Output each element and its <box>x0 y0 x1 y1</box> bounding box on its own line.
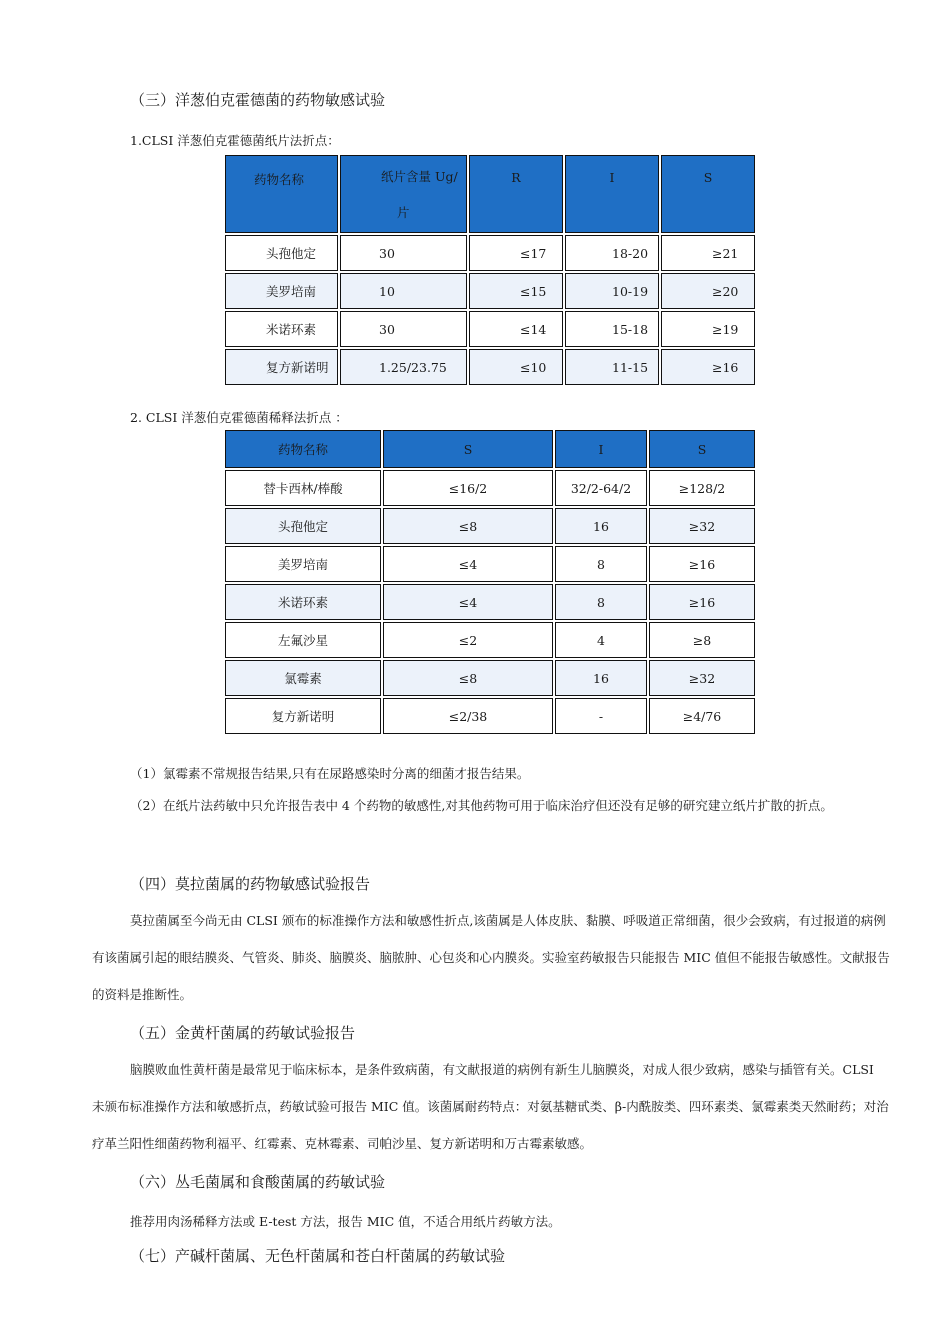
section-6-title: （六）丛毛菌属和食酸菌属的药敏试验 <box>130 1173 386 1191</box>
section-4-body: 莫拉菌属至今尚无由 CLSI 颁布的标准操作方法和敏感性折点,该菌属是人体皮肤、黏膜、呼吸道正常细菌，很少会致病，有过报道的病例有该菌属引起的眼结膜炎、气管炎、肺炎、脑膜炎、脑脓肿、心包炎和心内膜炎。实验室药敏报告只能报告 MIC 值但不能报告敏感性。文献报告的资料是推断性。 <box>92 913 890 1002</box>
section-3-title: （三）洋葱伯克霍德菌的药物敏感试验 <box>130 91 386 109</box>
table-row: 复方新诺明 ≤2/38 - ≥4/76 <box>225 698 755 734</box>
note-2: （2）在纸片法药敏中只允许报告表中 4 个药物的敏感性,对其他药物可用于临床治疗但还没有足够的研究建立纸片扩散的折点。 <box>130 798 833 813</box>
table-row: 替卡西林/棒酸 ≤16/2 32/2-64/2 ≥128/2 <box>225 470 755 506</box>
disk-breakpoint-table <box>223 153 757 387</box>
table-header-row <box>225 155 755 233</box>
header-s: S <box>661 155 755 233</box>
section-6-body: 推荐用肉汤稀释方法或 E-test 方法，报告 MIC 值，不适合用纸片药敏方法。 <box>130 1214 561 1229</box>
header-disk-content: 纸片含量 Ug/ 片 <box>340 155 467 233</box>
note-1: （1）氯霉素不常规报告结果,只有在尿路感染时分离的细菌才报告结果。 <box>130 766 530 781</box>
section-5-title: （五）金黄杆菌属的药敏试验报告 <box>130 1024 356 1042</box>
section-4-title: （四）莫拉菌属的药物敏感试验报告 <box>130 875 371 893</box>
table-row: 米诺环素 ≤4 8 ≥16 <box>225 584 755 620</box>
header-s: S <box>649 430 755 468</box>
section-7-title: （七）产碱杆菌属、无色杆菌属和苍白杆菌属的药敏试验 <box>130 1247 506 1265</box>
table-row: 美罗培南 ≤4 8 ≥16 <box>225 546 755 582</box>
table-header-row <box>225 430 755 468</box>
header-i: I <box>565 155 659 233</box>
table-row: 美罗培南 10 ≤15 10-19 ≥20 <box>225 273 755 309</box>
header-r: R <box>469 155 563 233</box>
header-drug-name: 药物名称 <box>225 155 338 233</box>
table-row: 氯霉素 ≤8 16 ≥32 <box>225 660 755 696</box>
table-row: 头孢他定 30 ≤17 18-20 ≥21 <box>225 235 755 271</box>
header-drug-name: 药物名称 <box>225 430 381 468</box>
table-row: 左氟沙星 ≤2 4 ≥8 <box>225 622 755 658</box>
dilution-breakpoint-table <box>223 428 757 736</box>
table-row: 头孢他定 ≤8 16 ≥32 <box>225 508 755 544</box>
header-i: I <box>555 430 647 468</box>
subheading-dilution-method: 2. CLSI 洋葱伯克霍德菌稀释法折点 ： <box>130 410 348 425</box>
table-row: 米诺环素 30 ≤14 15-18 ≥19 <box>225 311 755 347</box>
table-row: 复方新诺明 1.25/23.75 ≤10 11-15 ≥16 <box>225 349 755 385</box>
header-s: S <box>383 430 553 468</box>
subheading-disk-method: 1.CLSI 洋葱伯克霍德菌纸片法折点： <box>130 133 340 148</box>
section-5-body: 脑膜败血性黄杆菌是最常见于临床标本，是条件致病菌，有文献报道的病例有新生儿脑膜炎，对成人很少致病，感染与插管有关。CLSI 未颁布标准操作方法和敏感折点，药敏试验可报告 MIC 值。该菌属耐药特点：对氨基糖甙类、β-内酰胺类、四环素类、氯霉素类天然耐药；对治疗革兰阳性细菌药物利福平、红霉素、克林霉素、司帕沙星、复方新诺明和万古霉素敏感。 <box>92 1062 889 1151</box>
